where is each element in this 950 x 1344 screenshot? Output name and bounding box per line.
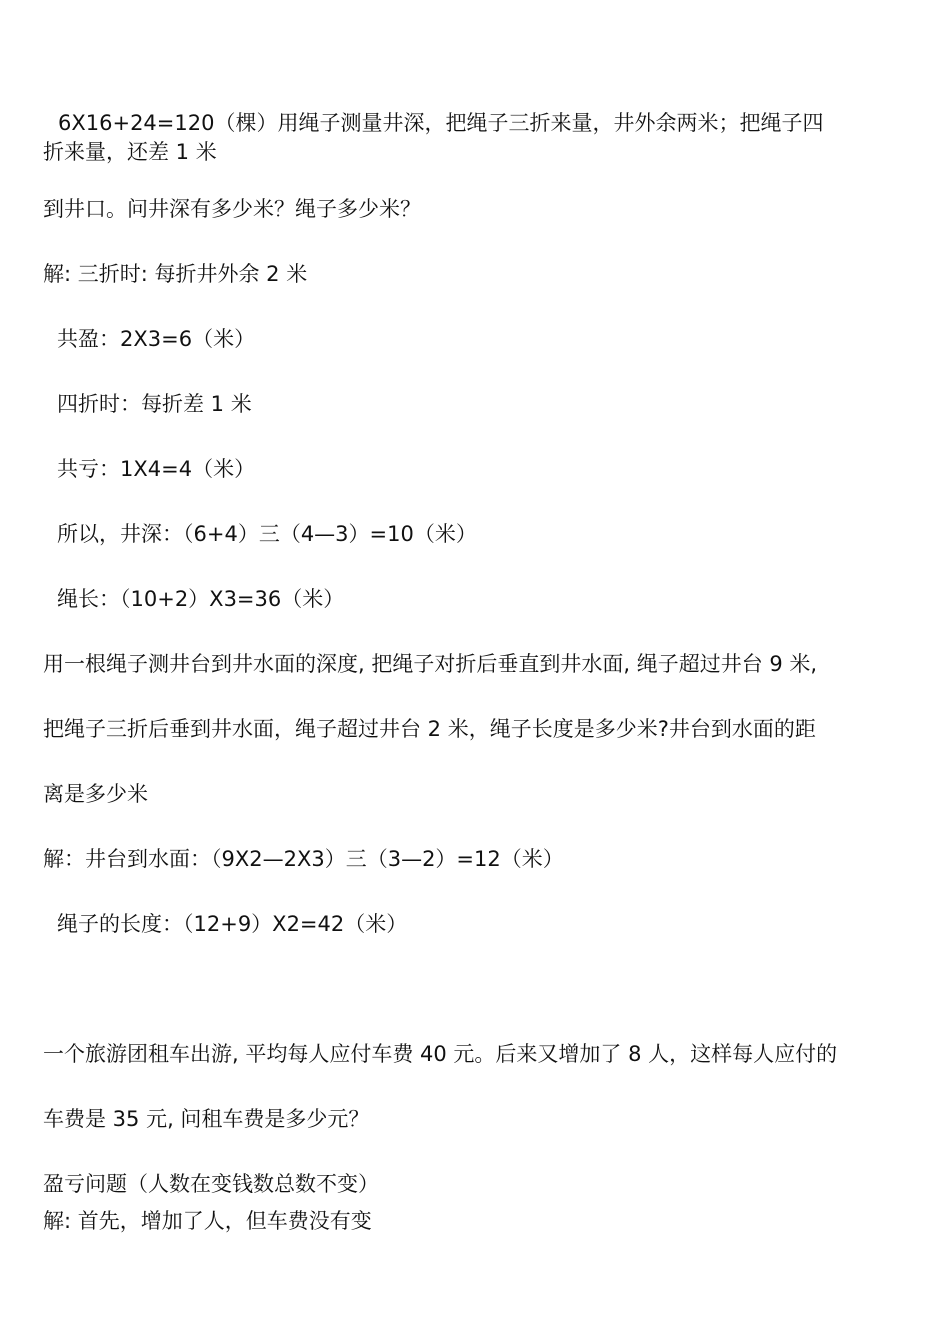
text-line: 共盈：2X3=6（米） <box>57 327 256 351</box>
text-line: 离是多少米 <box>43 782 148 806</box>
text-line: 解：井台到水面：（9X2—2X3）三（3—2）=12（米） <box>43 847 564 871</box>
text-line: 用一根绳子测井台到井水面的深度, 把绳子对折后垂直到井水面, 绳子超过井台 9 米, <box>43 652 818 676</box>
text-line: 共亏：1X4=4（米） <box>57 457 256 481</box>
text-line: 绳长：（10+2）X3=36（米） <box>57 587 345 611</box>
text-line: 解: 三折时: 每折井外余 2 米 <box>43 262 308 286</box>
text-line: 到井口。问井深有多少米？绳子多少米？ <box>43 197 421 221</box>
text-line: 车费是 35 元, 问租车费是多少元？ <box>43 1107 370 1131</box>
text-line: 6X16+24=120（棵）用绳子测量井深，把绳子三折来量，井外余两米；把绳子四 <box>58 111 824 135</box>
text-line: 四折时：每折差 1 米 <box>57 392 252 416</box>
text-line: 解: 首先，增加了人，但车费没有变 <box>43 1209 372 1233</box>
text-line: 一个旅游团租车出游, 平均每人应付车费 40 元。后来又增加了 8 人，这样每人应付的 <box>43 1042 838 1066</box>
text-line: 盈亏问题（人数在变钱数总数不变） <box>43 1172 379 1196</box>
text-line: 把绳子三折后垂到井水面，绳子超过井台 2 米，绳子长度是多少米?井台到水面的距 <box>43 717 816 741</box>
text-line: 绳子的长度：（12+9）X2=42（米） <box>57 912 408 936</box>
text-line: 折来量，还差 1 米 <box>43 140 217 164</box>
text-line: 所以，井深：（6+4）三（4—3）=10（米） <box>57 522 477 546</box>
